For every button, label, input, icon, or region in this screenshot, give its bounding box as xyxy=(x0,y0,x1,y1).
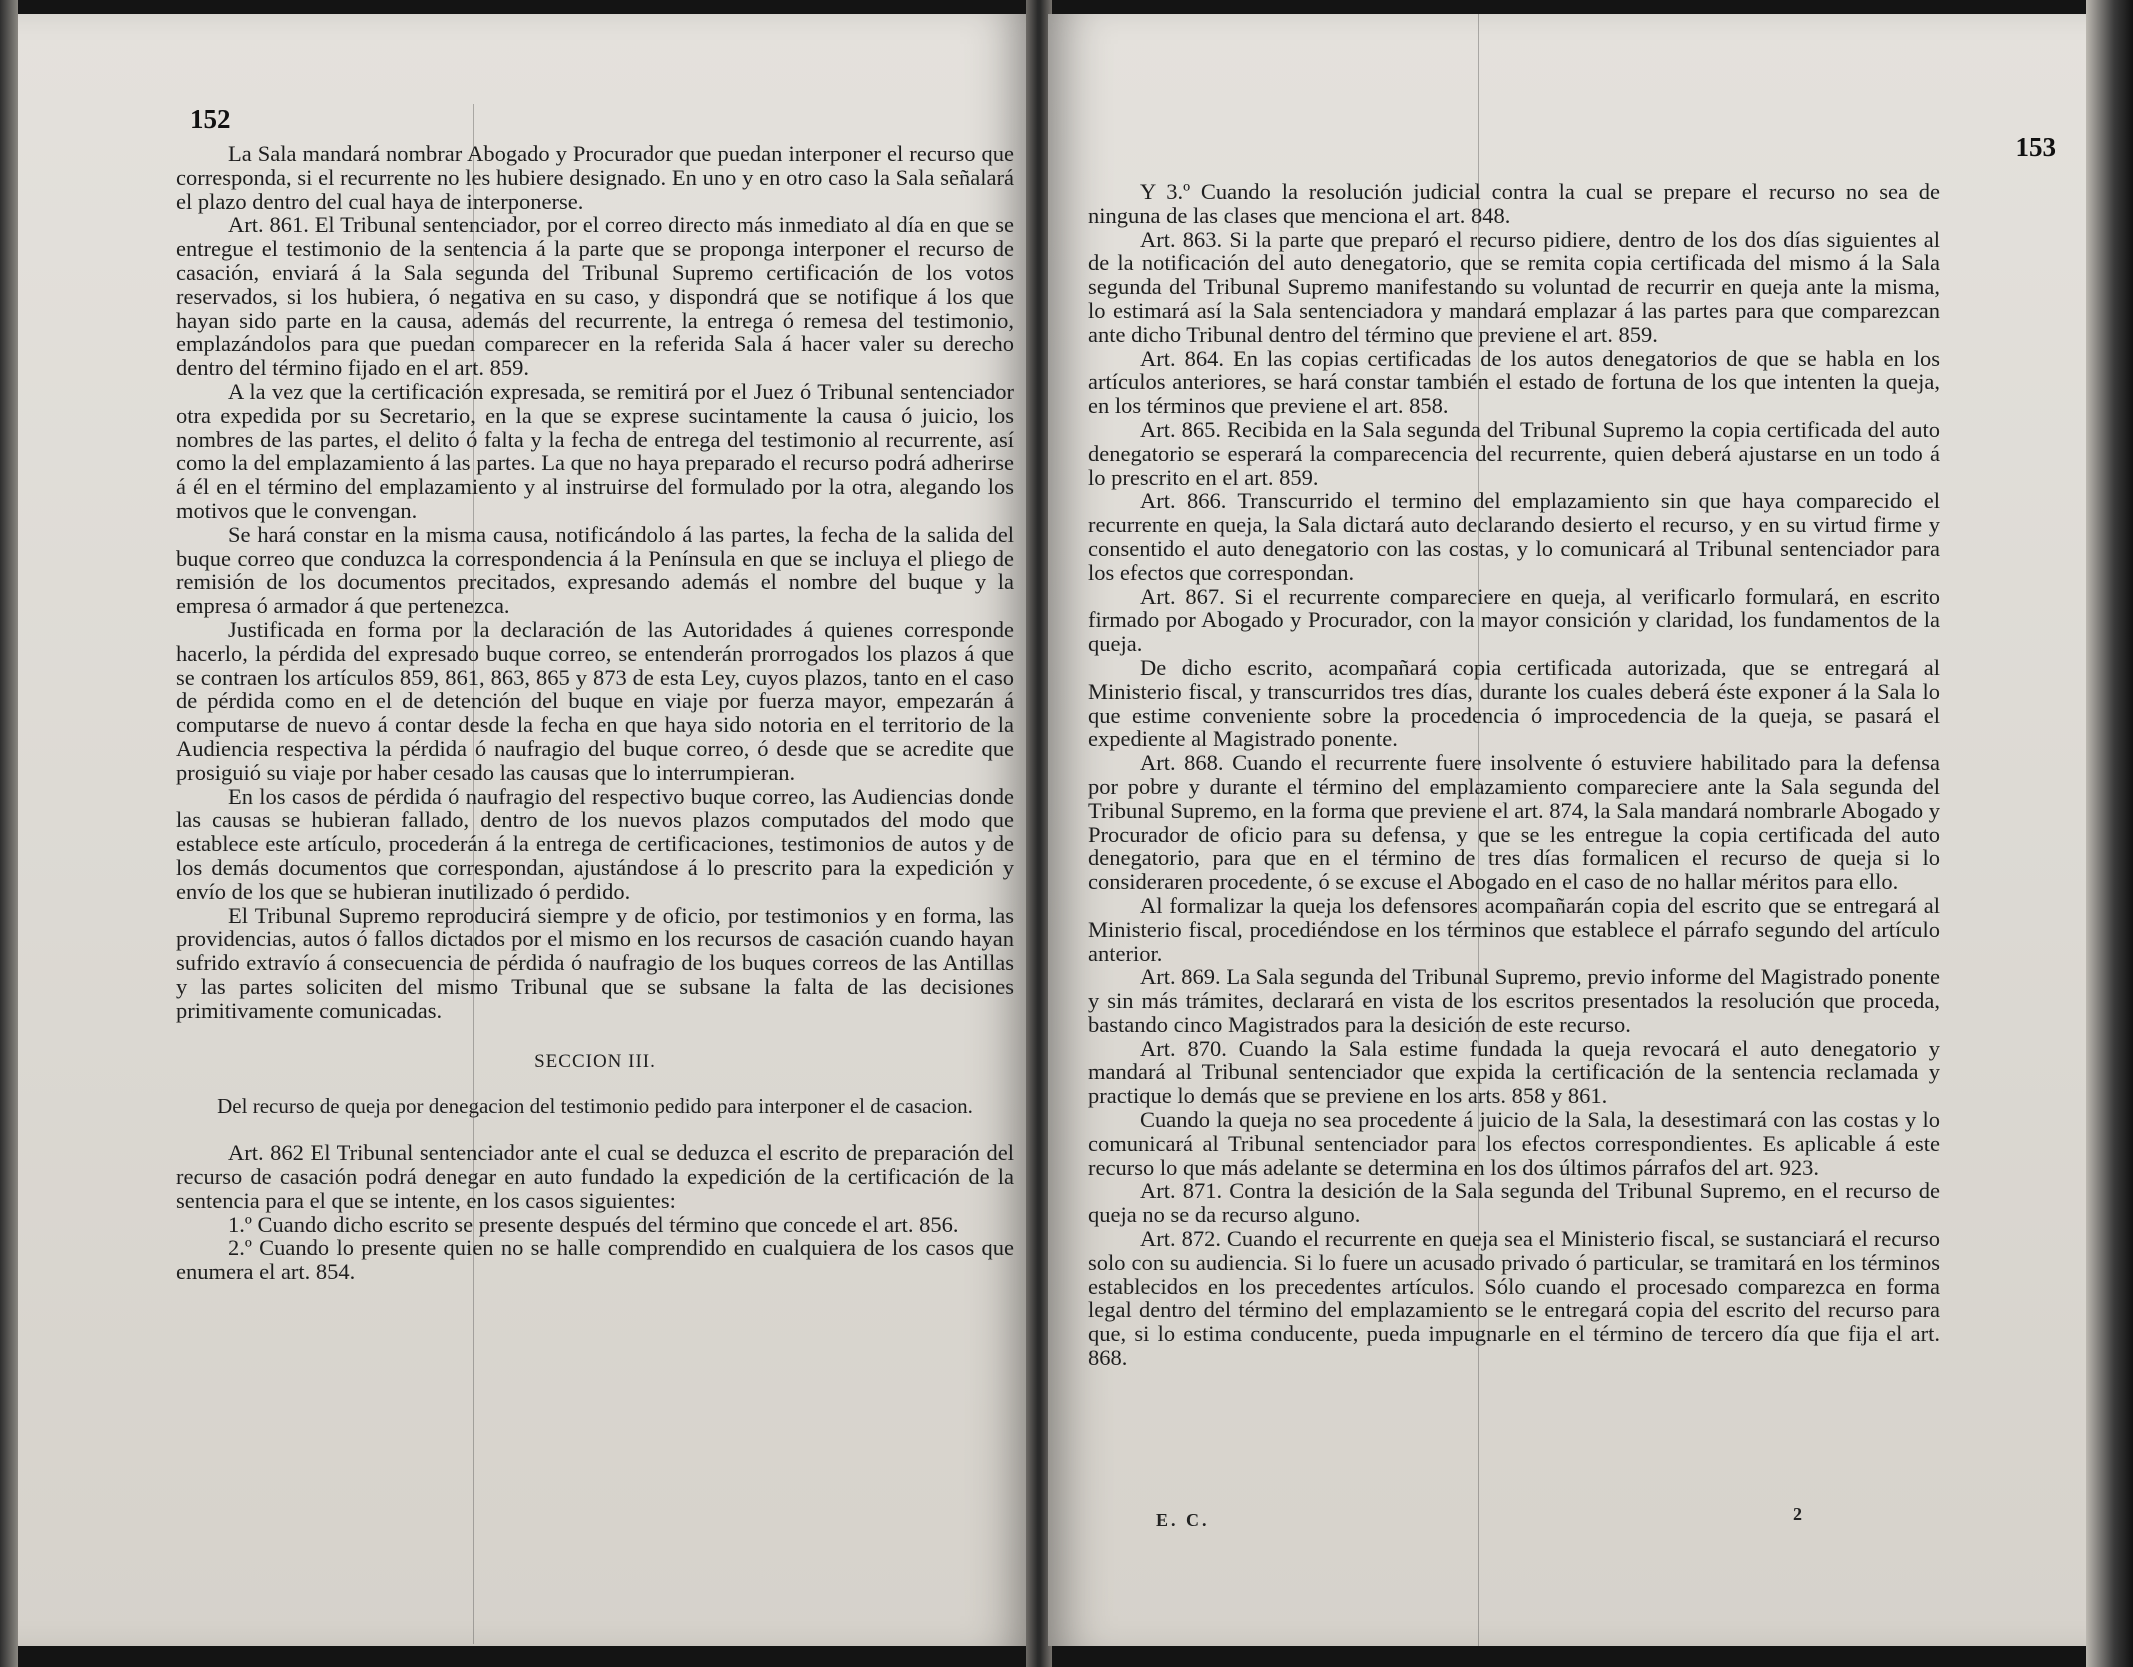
section-heading: SECCION III. xyxy=(534,1051,656,1073)
paragraph-art-866: Art. 866. Transcurrido el termino del emplazamiento sin que haya comparecido el recurrente en queja, la Sala dictará auto declarando desierto el recurso, y en su virtud firme y consentido el auto denegatorio con las costas, y lo comunicará al Tribunal sentenciador para los efectos que correspondan. xyxy=(1088,488,1940,585)
paragraph-art-872: Art. 872. Cuando el recurrente en queja sea el Ministerio fiscal, se sustanciará el recurso solo con su audiencia. Si lo fuere un acusado privado ó particular, se tramitará en los términos establecidos en los precedentes artículos. Sólo cuando el procesado comparezca en forma legal dentro del término del emplazamiento se le entregará copia del escrito del recurso para que, si lo estima conducente, pueda impugnarle en el término de tercero día que fija el art. 868. xyxy=(1088,1226,1940,1371)
paragraph: La Sala mandará nombrar Abogado y Procurador que puedan interponer el recurso que corresponda, si el recurrente no les hubiere designado. En uno y en otro caso la Sala señalará el plazo dentro del cual haya de interponerse. xyxy=(176,141,1014,214)
paragraph: De dicho escrito, acompañará copia certificada autorizada, que se entregará al Ministerio fiscal, y transcurridos tres días, durante los cuales deberá éste exponer á la Sala lo que estime conveniente sobre la procedencia ó improcedencia de la queja, se pasará el expediente al Magistrado ponente. xyxy=(1088,654,1940,752)
paragraph-art-867: Art. 867. Si el recurrente compareciere en queja, al verificarlo formulará, en escrito firmado por Abogado y Procurador, con la mayor consición y claridad, los fundamentos de la queja. xyxy=(1088,583,1940,657)
paragraph: En los casos de pérdida ó naufragio del respectivo buque correo, las Audiencias donde las causas se hubieran fallado, dentro de los nuevos plazos computados del modo que establece este artículo, procederán á la entrega de certificaciones, testimonios de autos y de los demás documentos que correspondan, ajustándose á lo prescrito para la expedición y envío de los que se hubieran inutilizado ó perdido. xyxy=(176,783,1014,904)
left-page xyxy=(18,14,1030,1646)
paragraph: El Tribunal Supremo reproducirá siempre y de oficio, por testimonios y en forma, las providencias, autos ó fallos dictados por el mismo en los recursos de casación cuando hayan sufrido extravío á consecuencia de pérdida ó naufragio de los buques correos de las Antillas y las partes soliciten del mismo Tribunal que se subsane la falta de las decisiones primitivamente comunicadas. xyxy=(176,902,1014,1023)
right-page-number: 153 xyxy=(2015,132,2056,162)
paragraph-art-863: Art. 863. Si la parte que preparó el recurso pidiere, dentro de los dos días siguientes al de la notificación del auto denegatorio, que se remita copia certificada del mismo á la Sala segunda del Tribunal Supremo manifestando su voluntad de recurrir en queja ante la misma, lo estimará así la Sala sentenciadora y mandará emplazar á las partes para que comparezcan ante dicho Tribunal dentro del término que previene el art. 859. xyxy=(1088,226,1940,347)
paragraph-art-864: Art. 864. En las copias certificadas de los autos denegatorios de que se habla en los artículos anteriores, se hará constar también el estado de fortuna de los que intenten la queja, en los términos que previene el art. 858. xyxy=(1088,345,1940,419)
paragraph: Se hará constar en la misma causa, notificándolo á las partes, la fecha de la salida del buque correo que conduzca la correspondencia á la Península en que se incluya el pliego de remisión de los documentos precitados, expresando además el nombre del buque y la empresa ó armador á que pertenezca. xyxy=(176,521,1014,619)
paragraph-art-869: Art. 869. La Sala segunda del Tribunal Supremo, previo informe del Magistrado ponente y sin más trámites, declarará en vista de los escritos presentados la resolución que proceda, bastando cinco Magistrados para la desición de este recurso. xyxy=(1088,964,1940,1037)
book-right-edge xyxy=(2086,0,2133,1667)
paragraph-art-862: Art. 862 El Tribunal sentenciador ante el cual se deduzca el escrito de preparación del recurso de casación podrá denegar en auto fundado la expedición de la certificación de la sentencia para el que se intente, en los casos siguientes: xyxy=(176,1140,1014,1213)
right-page xyxy=(1048,14,2086,1646)
footer-signature-mark: E. C. xyxy=(1156,1510,1210,1530)
book-left-edge xyxy=(0,0,18,1667)
paragraph-art-861: Art. 861. El Tribunal sentenciador, por el correo directo más inmediato al día en que se entregue el testimonio de la sentencia á la parte que se proponga interponer el recurso de casación, enviará á la Sala segunda del Tribunal Supremo certificación de los votos reservados, si los hubiera, ó negativa en su caso, y dispondrá que se notifique á los que hayan sido parte en la causa, además del recurrente, la entrega ó remesa del testimonio, emplazándolos para que puedan comparecer en la referida Sala á hacer valer su derecho dentro del término fijado en el art. 859. xyxy=(176,212,1014,381)
right-page-text xyxy=(1088,180,1940,1370)
list-item: 2.º Cuando lo presente quien no se halle comprendido en cualquiera de los casos que enumera el art. 854. xyxy=(176,1235,1014,1285)
list-item: Y 3.º Cuando la resolución judicial contra la cual se prepare el recurso no sea de ninguna de las clases que menciona el art. 848. xyxy=(1088,179,1940,228)
paragraph-art-865: Art. 865. Recibida en la Sala segunda del Tribunal Supremo la copia certificada del auto denegatorio se esperará la comparecencia del recurrente, quien deberá ajustarse en un todo á lo prescrito en el art. 859. xyxy=(1088,416,1940,490)
paragraph-art-871: Art. 871. Contra la desición de la Sala segunda del Tribunal Supremo, en el recurso de queja no se da recurso alguno. xyxy=(1088,1178,1940,1228)
paragraph-art-868: Art. 868. Cuando el recurrente fuere insolvente ó estuviere habilitado para la defensa por pobre y durante el término del emplazamiento compareciere ante la Sala segunda del Tribunal Supremo, en la forma que previene el art. 874, la Sala mandará nombrarle Abogado y Procurador de oficio para su defensa, y que se les entregue la copia certificada del auto denegatorio, para que en el término de tres días formalicen el recurso de queja si lo consideraren procedente, ó se excuse el Abogado en el caso de no hallar méritos para ello. xyxy=(1088,750,1940,895)
list-item: 1.º Cuando dicho escrito se presente después del término que concede el art. 856. xyxy=(228,1211,959,1237)
section-subtitle: Del recurso de queja por denegacion del testimonio pedido para interponer el de casacion. xyxy=(217,1094,973,1119)
left-page-text xyxy=(176,142,1014,1284)
left-page-number: 152 xyxy=(190,104,231,134)
footer-gathering-number: 2 xyxy=(1793,1504,1802,1524)
paragraph: Cuando la queja no sea procedente á juicio de la Sala, la desestimará con las costas y lo comunicará al Tribunal sentenciador para los efectos correspondientes. Es aplicable á este recurso lo que más adelante se determina en los dos últimos párrafos del art. 923. xyxy=(1088,1107,1940,1180)
paragraph-art-870: Art. 870. Cuando la Sala estime fundada la queja revocará el auto denegatorio y mandará al Tribunal sentenciador que expida la certificación de la sentencia reclamada y practique lo demás que se previene en los arts. 858 y 861. xyxy=(1088,1035,1940,1109)
paragraph: A la vez que la certificación expresada, se remitirá por el Juez ó Tribunal sentenciador otra expedida por su Secretario, en la que se exprese sucintamente la causa ó juicio, los nombres de las partes, el delito ó falta y la fecha de entrega del testimonio al recurrente, así como la del emplazamiento á las partes. La que no haya preparado el recurso podrá adherirse á él en el término del emplazamiento y al instruirse del formulado por la otra, alegando los motivos que le convengan. xyxy=(176,378,1014,523)
paragraph: Al formalizar la queja los defensores acompañarán copia del escrito que se entregará al Ministerio fiscal, procediéndose en los términos que establece el párrafo segundo del artículo anterior. xyxy=(1088,892,1940,966)
paragraph: Justificada en forma por la declaración de las Autoridades á quienes corresponde hacerlo, la pérdida del expresado buque correo, se entenderán prorrogados los plazos á que se contraen los artículos 859, 861, 863, 865 y 873 de esta Ley, cuyos plazos, tanto en el caso de pérdida como en el de detención del buque en viaje por fuerza mayor, empezarán á computarse de nuevo á contar desde la fecha en que haya sido notoria en el territorio de la Audiencia respectiva la pérdida ó naufragio del buque correo, ó desde que se acredite que prosiguió su viaje por haber cesado las causas que lo interrumpieran. xyxy=(176,616,1014,785)
